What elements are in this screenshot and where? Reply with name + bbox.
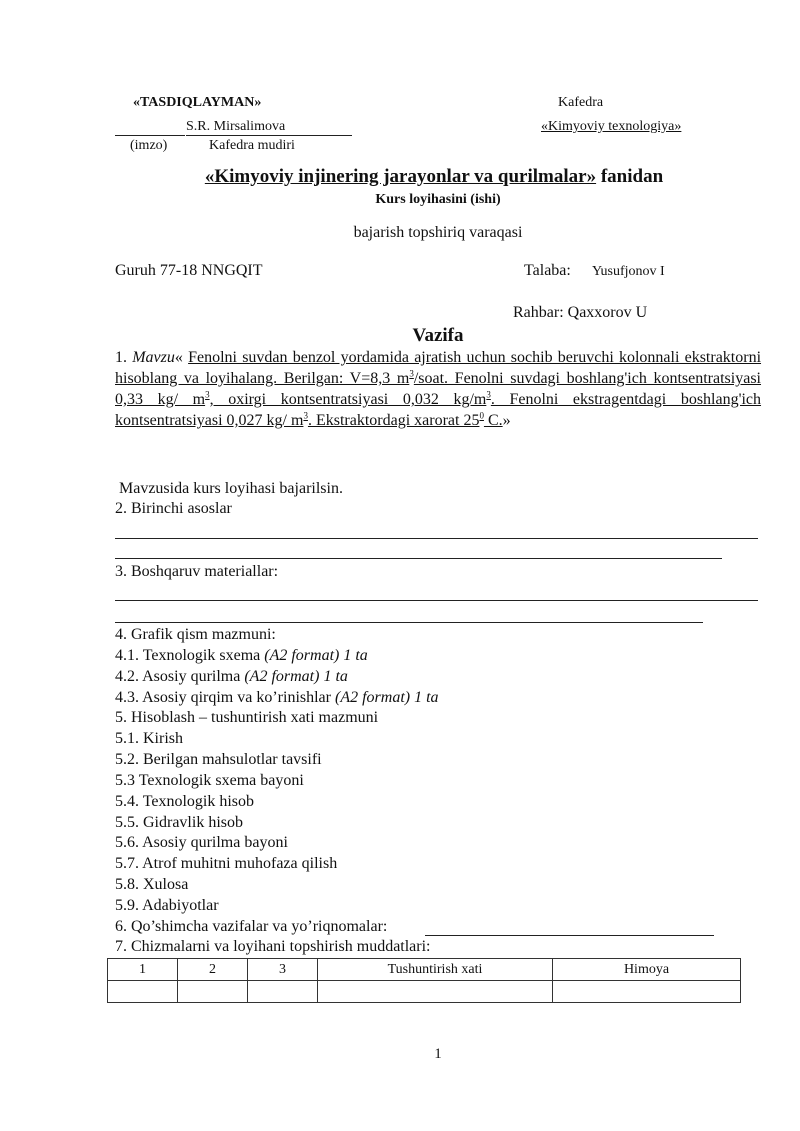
table-header-cell: Tushuntirish xati [318,959,553,981]
head-title: Kafedra mudiri [209,138,295,153]
table-header-cell: Himoya [553,959,741,981]
task-paragraph [115,347,761,431]
subject-title [0,166,800,188]
task-number: 1. [115,349,133,366]
list-item: 5.3 Texnologik sxema bayoni [115,772,304,789]
signature-name: S.R. Mirsalimova [186,119,286,134]
list-item: 5.5. Gidravlik hisob [115,814,243,831]
hisoblash-title: 5. Hisoblash – tushuntirish xati mazmuni [115,709,379,726]
subtitle-2: bajarish topshiriq varaqasi [353,224,523,241]
task-sup-4: 3 [303,410,308,421]
subject-name: «Kimyoviy injinering jarayonlar va qurilmalar» [204,166,597,187]
fill-line [115,622,703,623]
list-item: 5.2. Berilgan mahsulotlar tavsifi [115,751,322,768]
table-header-cell: 2 [178,959,248,981]
list-item-note: (A2 format) 1 ta [334,689,439,706]
student-label: Talaba: [524,262,571,279]
qoshimcha-label: 6. Qo’shimcha vazifalar va yo’riqnomalar: [115,918,388,935]
fill-line [115,600,758,601]
list-item-text: 4.1. Texnologik sxema [115,647,265,664]
kafedra-name: «Kimyoviy texnologiya» [541,119,682,134]
list-item-note: (A2 format) 1 ta [244,668,348,685]
table-header-cell: 3 [248,959,318,981]
task-sup-5: 0 [479,410,484,421]
table-cell [108,981,178,1003]
list-item: 5.4. Texnologik hisob [115,793,255,810]
table-header-row [108,959,741,981]
fill-line [115,558,722,559]
page-number: 1 [434,1046,442,1062]
schedule-table [107,958,741,1003]
list-item: 5.1. Kirish [115,730,183,747]
list-item: 5.8. Xulosa [115,876,189,893]
list-item: 5.7. Atrof muhitni muhofaza qilish [115,855,338,872]
task-close-quote: » [502,412,511,429]
task-text-1: Fenolni suvdan benzol yordamida ajratish uchun sochib beruvchi kolonnali ekstraktorni hisoblang va loyihalang. Berilgan: V=8,3 m [115,349,762,387]
table-row [108,981,741,1003]
table-cell [248,981,318,1003]
task-sup-2: 3 [205,389,210,400]
task-sup-3: 3 [486,389,491,400]
vazifa-heading: Vazifa [412,325,464,346]
subject-suffix: fanidan [596,166,664,187]
list-item [115,689,439,707]
task-text-4: . Fenolni ekstragentdagi boshlang'ich kontsentratsiyasi 0,027 kg/ m [115,391,762,429]
mavzusida-text: Mavzusida kurs loyihasi bajarilsin. [119,480,343,497]
approve-label: «TASDIQLAYMAN» [133,95,262,110]
list-item-text: 4.3. Asosiy qirqim va ko’rinishlar [115,689,335,706]
grafik-title: 4. Grafik qism mazmuni: [115,626,276,643]
chizmalar-label: 7. Chizmalarni va loyihani topshirish muddatlari: [115,938,431,955]
supervisor: Rahbar: Qaxxorov U [513,304,648,321]
list-item: 5.9. Adabiyotlar [115,897,219,914]
boshqaruv-materiallar: 3. Boshqaruv materiallar: [115,563,279,580]
list-item [115,647,368,665]
list-item-note: (A2 format) 1 ta [264,647,368,664]
task-text-2: /soat. Fenolni suvdagi boshlang'ich kontsentratsiyasi 0,33 kg/ m [115,370,762,408]
subtitle: Kurs loyihasini (ishi) [375,192,501,207]
task-mavzu: Mavzu [132,349,175,366]
list-item: 5.6. Asosiy qurilma bayoni [115,834,288,851]
signature-line [115,135,185,136]
task-text-3: , oxirgi kontsentratsiyasi 0,032 kg/m [209,391,487,408]
imzo-label: (imzo) [130,138,168,153]
list-item-text: 4.2. Asosiy qurilma [115,668,245,685]
table-header-cell: 1 [108,959,178,981]
table-cell [553,981,741,1003]
fill-line [115,538,758,539]
fill-line [425,935,714,936]
kafedra-label: Kafedra [558,95,604,110]
student-name: Yusufjonov I [592,264,665,279]
group-label: Guruh 77-18 NNGQIT [115,262,263,279]
task-text-5: . Ekstraktordagi xarorat 25 [307,412,480,429]
table-cell [178,981,248,1003]
task-sup-1: 3 [409,368,414,379]
table-cell [318,981,553,1003]
list-item [115,668,348,686]
birinchi-asoslar: 2. Birinchi asoslar [115,500,232,517]
signature-name-underline [186,135,352,136]
task-text-6: C. [483,412,503,429]
task-open-quote: « [174,349,189,366]
